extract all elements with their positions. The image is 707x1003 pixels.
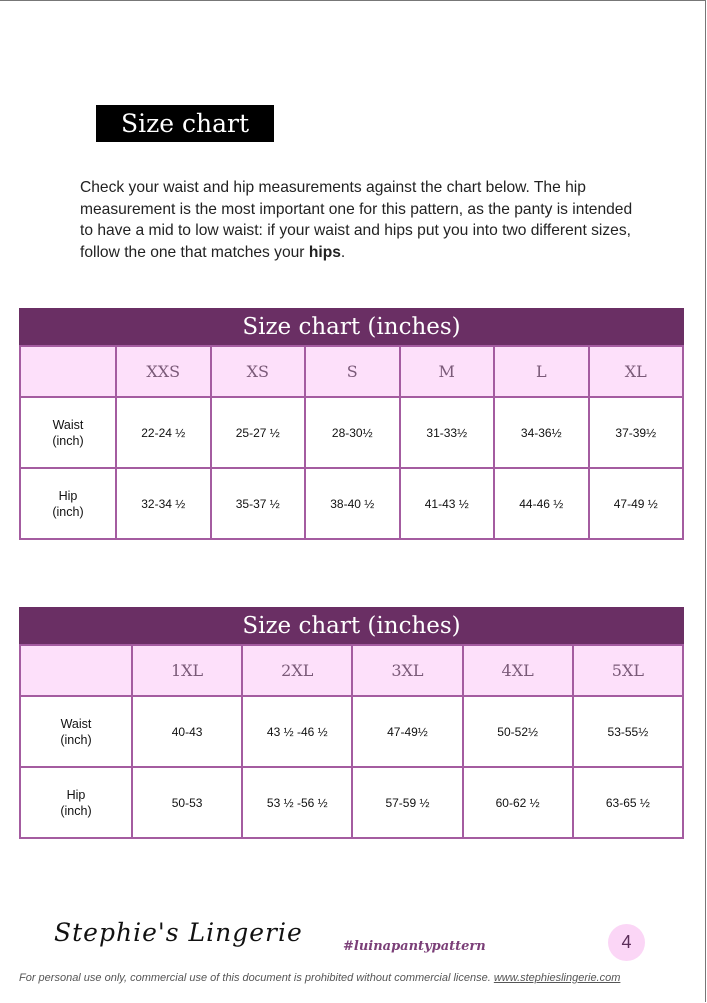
size-cell: 2XL: [242, 645, 352, 696]
row-label: [20, 767, 132, 838]
row-label: [20, 397, 116, 468]
size-table: [19, 345, 684, 540]
size-chart-1: [19, 308, 684, 540]
value-cell: 32-34 ½: [116, 468, 211, 539]
value-cell: 53-55½: [573, 696, 683, 767]
row-label-unit: (inch): [60, 732, 92, 747]
value-cell: 50-52½: [463, 696, 573, 767]
row-label-name: Waist: [60, 716, 92, 731]
value-cell: 34-36½: [494, 397, 589, 468]
size-header-row: [20, 645, 683, 696]
value-cell: 50-53: [132, 767, 242, 838]
value-cell: 38-40 ½: [305, 468, 400, 539]
value-cell: 37-39½: [589, 397, 684, 468]
waist-row: [20, 696, 683, 767]
intro-end: .: [340, 243, 346, 261]
hip-row: [20, 767, 683, 838]
size-cell: M: [400, 346, 495, 397]
footer-note-text: For personal use only, commercial use of this document is prohibited without commercial license.: [19, 972, 494, 984]
intro-bold: hips: [308, 243, 341, 261]
value-cell: 28-30½: [305, 397, 400, 468]
value-cell: 43 ½ -46 ½: [242, 696, 352, 767]
value-cell: 47-49 ½: [589, 468, 684, 539]
value-cell: 35-37 ½: [211, 468, 306, 539]
value-cell: 47-49½: [352, 696, 462, 767]
hip-row: [20, 468, 683, 539]
hashtag: #luinapantypattern: [343, 939, 486, 954]
size-header-row: [20, 346, 683, 397]
size-cell: L: [494, 346, 589, 397]
size-cell: 4XL: [463, 645, 573, 696]
value-cell: 57-59 ½: [352, 767, 462, 838]
value-cell: 25-27 ½: [211, 397, 306, 468]
chart-header: Size chart (inches): [19, 308, 684, 345]
size-chart-2: [19, 607, 684, 839]
value-cell: 22-24 ½: [116, 397, 211, 468]
value-cell: 41-43 ½: [400, 468, 495, 539]
value-cell: 40-43: [132, 696, 242, 767]
size-cell: 3XL: [352, 645, 462, 696]
waist-row: [20, 397, 683, 468]
row-label-unit: (inch): [60, 803, 92, 818]
page-number-badge: 4: [608, 924, 645, 961]
corner-cell: [20, 645, 132, 696]
size-cell: S: [305, 346, 400, 397]
size-cell: 1XL: [132, 645, 242, 696]
size-cell: XL: [589, 346, 684, 397]
value-cell: 53 ½ -56 ½: [242, 767, 352, 838]
row-label-unit: (inch): [52, 504, 84, 519]
value-cell: 60-62 ½: [463, 767, 573, 838]
value-cell: 63-65 ½: [573, 767, 683, 838]
intro-paragraph: [80, 177, 640, 263]
chart-header: Size chart (inches): [19, 607, 684, 644]
website-link[interactable]: www.stephieslingerie.com: [493, 972, 621, 984]
size-cell: XS: [211, 346, 306, 397]
size-cell: 5XL: [573, 645, 683, 696]
row-label-name: Hip: [66, 787, 86, 802]
size-cell: XXS: [116, 346, 211, 397]
row-label-name: Hip: [58, 488, 78, 503]
row-label-unit: (inch): [52, 433, 84, 448]
row-label: [20, 696, 132, 767]
value-cell: 44-46 ½: [494, 468, 589, 539]
row-label-name: Waist: [52, 417, 84, 432]
brand-signature-logo: Stephie's Lingerie: [54, 918, 303, 947]
corner-cell: [20, 346, 116, 397]
page-title: Size chart: [96, 105, 274, 142]
size-table: [19, 644, 684, 839]
intro-text: Check your waist and hip measurements against the chart below. The hip measurement is the most important one for this pattern, as the panty is intended to have a mid to low waist: if your waist and hips put you into two different sizes, follow the one that matches your: [80, 179, 633, 261]
value-cell: 31-33½: [400, 397, 495, 468]
footer-note: [19, 972, 689, 984]
row-label: [20, 468, 116, 539]
